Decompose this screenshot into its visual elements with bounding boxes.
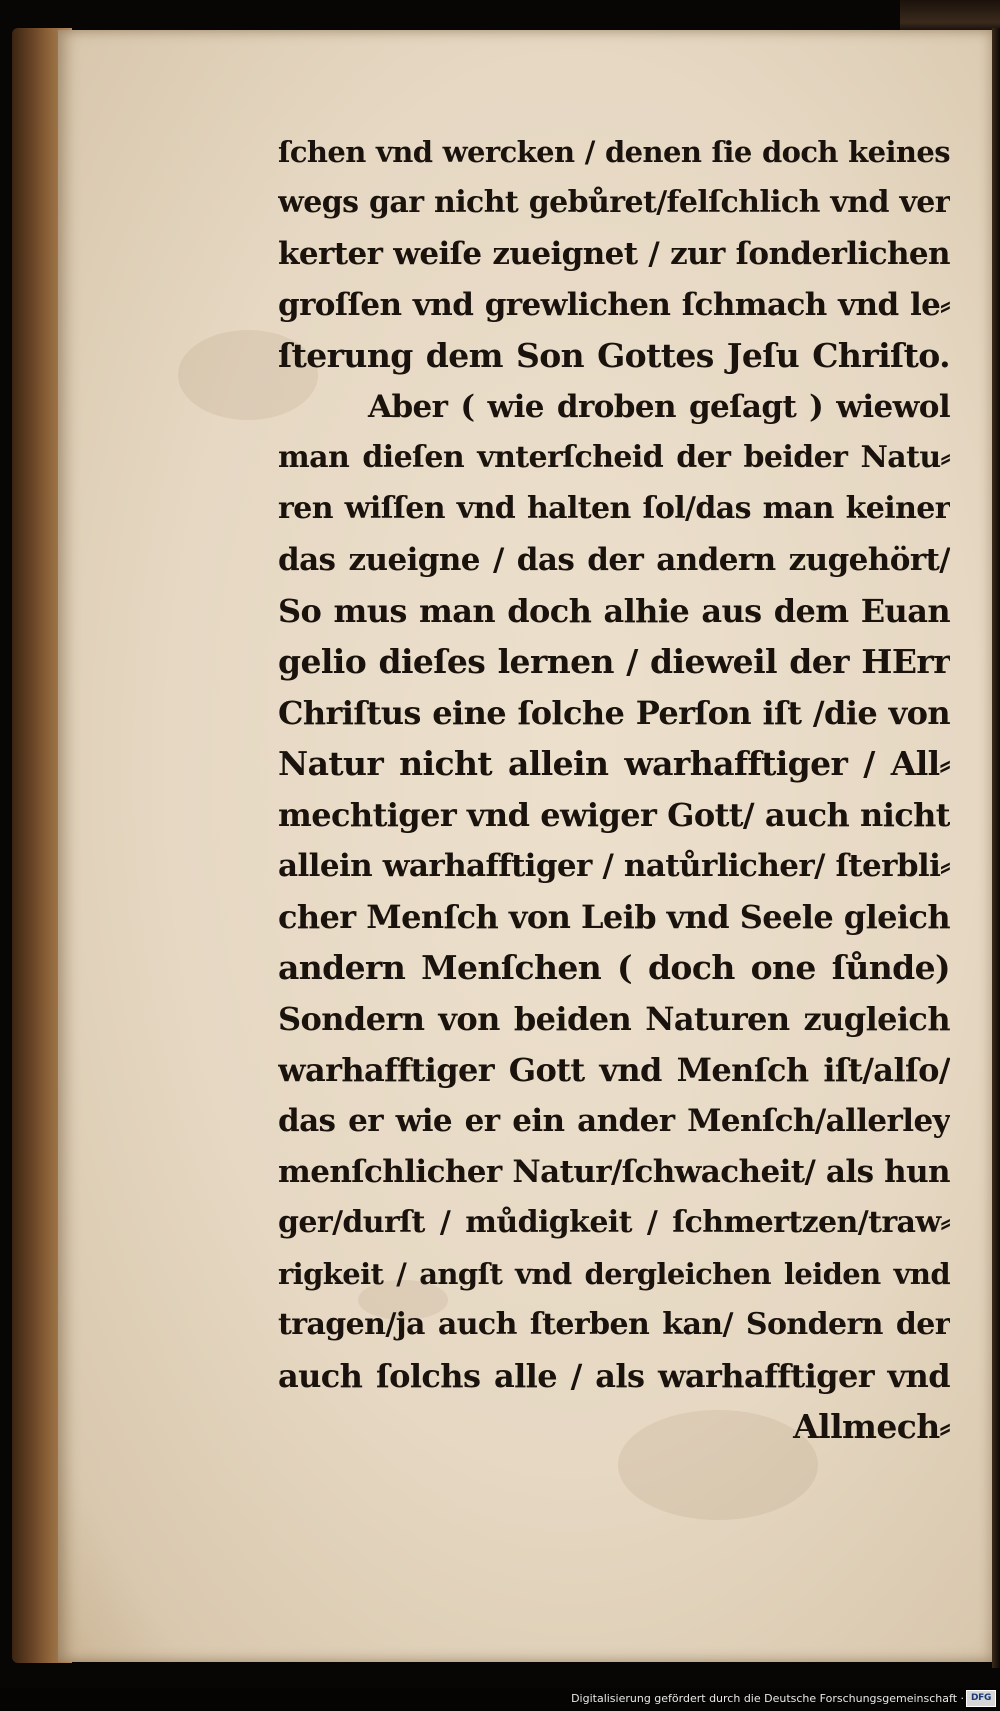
text-line: allein warhafftiger / natůrlicher/ ſterbli⸗ — [278, 848, 950, 884]
text-line: So mus man doch alhie aus dem Euan — [278, 592, 950, 630]
dfg-logo: DFG — [966, 1690, 996, 1707]
text-line: tragen/ja auch ſterben kan/ Sondern der — [278, 1307, 950, 1342]
text-line: andern Menſchen ( doch one ſůnde) — [278, 948, 950, 987]
text-line: das zueigne / das der andern zugehört/ — [278, 542, 950, 578]
text-line: Natur nicht allein warhafftiger / All⸗ — [278, 744, 950, 783]
text-line: ren wiſſen vnd halten ſol/das man keiner — [278, 491, 950, 526]
text-line: Sondern von beiden Naturen zugleich — [278, 1000, 950, 1038]
text-line: das er wie er ein ander Menſch/allerley — [278, 1103, 950, 1139]
text-line: menſchlicher Natur/ſchwacheit/ als hun — [278, 1154, 950, 1190]
catchword: Allmech⸗ — [793, 1407, 950, 1446]
text-line: kerter weiſe zueignet / zur ſonderlichen — [278, 236, 950, 272]
text-line: warhafftiger Gott vnd Menſch iſt/alſo/ — [278, 1051, 950, 1089]
book-page — [58, 30, 992, 1662]
text-line: cher Menſch von Leib vnd Seele gleich — [278, 898, 950, 936]
text-line: rigkeit / angſt vnd dergleichen leiden vnd — [278, 1257, 950, 1291]
text-line: auch ſolchs alle / als warhafftiger vnd — [278, 1357, 950, 1395]
book-cover-corner — [900, 0, 1000, 32]
book-cover-edge — [992, 28, 1000, 1668]
paragraph-first-line: Aber ( wie droben geſagt ) wiewol — [368, 389, 950, 425]
digitization-credit: Digitalisierung gefördert durch die Deutsche Forschungsgemeinschaft · — [571, 1692, 964, 1705]
text-line: man dieſen vnterſcheid der beider Natu⸗ — [278, 440, 950, 475]
text-line: ger/durſt / můdigkeit / ſchmertzen/traw⸗ — [278, 1205, 950, 1240]
text-line: groſſen vnd grewlichen ſchmach vnd le⸗ — [278, 287, 950, 323]
text-line: gelio dieſes lernen / dieweil der HErr — [278, 642, 950, 681]
text-line: ſchen vnd wercken / denen ſie doch keines — [278, 135, 950, 169]
text-line: Chriſtus eine ſolche Perſon iſt /die von — [278, 694, 950, 732]
text-line: ſterung dem Son Gottes Jeſu Chriſto. — [278, 336, 950, 375]
text-line: wegs gar nicht gebůret/felſchlich vnd ver — [278, 185, 950, 220]
text-line: mechtiger vnd ewiger Gott/ auch nicht — [278, 796, 950, 834]
page-text-block — [278, 128, 950, 1483]
